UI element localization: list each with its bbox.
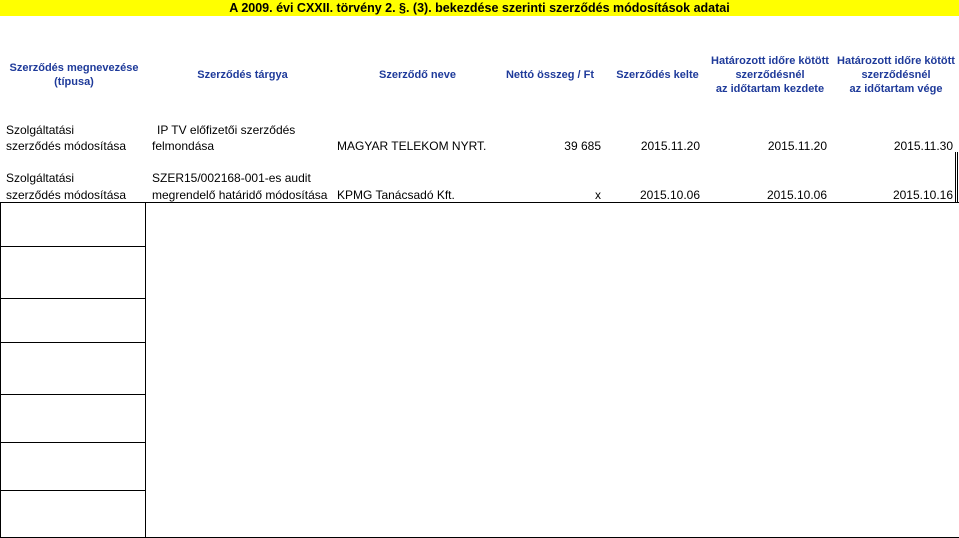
grid-line	[0, 202, 1, 538]
header-start	[710, 52, 830, 98]
document-title: A 2009. évi CXXII. törvény 2. §. (3). bekezdése szerinti szerződés módosítások adatai	[0, 0, 959, 16]
header-end-line3: az időtartam vége	[849, 83, 943, 95]
grid-line	[0, 342, 146, 343]
header-date: Szerződés kelte	[616, 69, 699, 81]
row-subject-line1: SZER15/002168-001-es audit	[152, 171, 311, 185]
row-subject-line2: megrendelő határidő módosítása	[152, 188, 328, 202]
header-start-line2: szerződésnél	[735, 69, 805, 81]
row-start: 2015.10.06	[766, 188, 827, 202]
grid-line	[145, 202, 146, 538]
grid-line	[0, 202, 959, 203]
row-type-line2: szerződés módosítása	[6, 188, 127, 202]
row-subject-line2: felmondása	[152, 139, 215, 153]
row-end: 2015.11.30	[893, 139, 953, 153]
header-end-line1: Határozott időre kötött	[837, 55, 955, 67]
row-partner: KPMG Tanácsadó Kft.	[337, 188, 455, 202]
header-partner: Szerződő neve	[378, 69, 457, 81]
grid-line	[0, 246, 146, 247]
header-start-line1: Határozott időre kötött	[711, 55, 829, 67]
grid-line	[0, 490, 146, 491]
grid-line	[0, 442, 146, 443]
row-type-line2: szerződés módosítása	[6, 139, 127, 153]
grid-line	[0, 298, 146, 299]
row-subject-line1: IP TV előfizetői szerződés	[157, 123, 296, 137]
header-contract-type-line1: Szerződés megnevezése	[9, 62, 139, 74]
row-date: 2015.11.20	[640, 139, 700, 153]
grid-line	[0, 394, 146, 395]
header-amount: Nettó összeg / Ft	[505, 69, 594, 81]
header-subject: Szerződés tárgya	[197, 69, 288, 81]
row-date: 2015.10.06	[639, 188, 700, 202]
header-contract-type	[4, 52, 144, 98]
grid-line	[957, 152, 958, 202]
row-type-line1: Szolgáltatási	[6, 123, 75, 137]
row-start: 2015.11.20	[767, 139, 827, 153]
row-amount: x	[595, 188, 601, 202]
row-partner: MAGYAR TELEKOM NYRT.	[337, 139, 487, 153]
header-start-line3: az időtartam kezdete	[715, 83, 825, 95]
header-contract-type-line2: (típusa)	[54, 76, 94, 88]
header-end	[833, 52, 959, 98]
header-end-line2: szerződésnél	[861, 69, 931, 81]
row-amount: 39 685	[564, 139, 601, 153]
row-end: 2015.10.16	[892, 188, 953, 202]
row-type-line1: Szolgáltatási	[6, 171, 75, 185]
grid-line	[955, 152, 956, 202]
